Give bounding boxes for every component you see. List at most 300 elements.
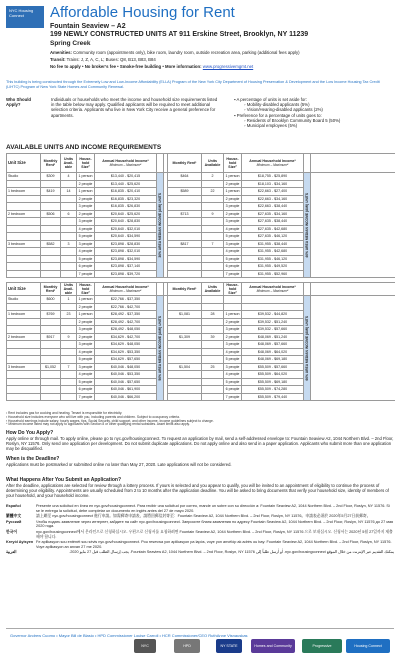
units-cell-b: 7 [202,240,224,248]
rent-cell-b: $589 [168,188,202,196]
transit-label: Transit: [50,57,66,62]
income-cell: $34,629 - $57,650 [95,356,157,364]
unit-size-cell: Studio [7,173,41,181]
household-cell: 4 people [77,248,95,256]
unit-size-cell [7,255,41,263]
amenities-line [50,50,300,55]
units-cell [61,386,77,394]
unit-size-cell [7,326,41,334]
income-cell-b: $31,955 - $49,520 [242,263,304,271]
col-units: Units Avail-able [61,154,77,173]
rent-cell-b: $817 [168,240,202,248]
income-cell: $23,898 - $28,830 [95,240,157,248]
when-heading: When is the Deadline? [6,456,60,462]
income-cell-b: $18,103 - $34,160 [242,180,304,188]
income-cell-b: $27,635 - $34,160 [242,210,304,218]
units-cell [61,348,77,356]
units-cell [61,371,77,379]
units-cell-b [202,195,224,203]
col-rent: Monthly Rent¹ [41,154,61,173]
income-cell-b: $39,532 - $57,660 [242,326,304,334]
income-cell: $23,898 - $37,140 [95,263,157,271]
units-cell-b [202,341,224,349]
income-table-top [6,153,395,278]
col-income-b-sub: Minimum – Maximum⁴ [256,163,289,167]
units-cell-b [202,378,224,386]
transit-line [50,57,156,62]
unit-size-cell [7,371,41,379]
rent-cell [41,195,61,203]
units-cell [61,270,77,278]
lang-spanish [6,504,394,513]
rent-cell [41,270,61,278]
unit-size-cell [7,218,41,226]
rent-cell [41,348,61,356]
rent-cell-b [168,255,202,263]
income-cell: $28,492 - $48,050 [95,326,157,334]
units-cell: 1 [61,296,77,304]
rent-cell-b [168,348,202,356]
units-cell-b [202,318,224,326]
units-cell-b [202,218,224,226]
rent-cell-b: $713 [168,210,202,218]
what-text: After the deadline, applications are selected for review through a lottery process. If yours is selected and you appear to qualify, you will be invited to an appointment of eligibility to continue the process of determining your eligibility. Appointments are usually scheduled from 2 to 10 months after the application deadline. You will be asked to bring documents that verify your household size, identity of members of your household, and your household income. [6,483,389,498]
income-cell-b: $22,663 - $27,400 [242,188,304,196]
gap-right-2 [311,283,395,296]
ami-side-label [157,296,164,401]
rent-cell: $309 [41,173,61,181]
rent-cell-b [168,341,202,349]
col-income-2 [95,283,157,296]
units-cell-b [202,248,224,256]
household-cell: 5 people [77,233,95,241]
col-income-b [242,154,304,173]
household-cell: 1 person [78,189,93,194]
income-cell-b: $31,955 - $42,680 [242,248,304,256]
income-cell: $23,898 - $39,720 [95,270,157,278]
side-header-b-2 [304,283,311,296]
unit-size-cell: 3 bedroom [7,240,41,248]
who-answer: Individuals or households who meet the income and household size requirements listed in the table below may apply. Qualified applicants will be required to meet additional selection criteria. Applicants who live in New York City receive a general preference for apartments. [51,97,218,118]
units-cell-b: 28 [202,311,224,319]
income-cell-b: $48,069 - $64,020 [242,348,304,356]
preference-intro: ▪ Preference for a percentage of units goes to: [234,112,322,118]
household-cell-b: 2 people [224,180,242,188]
rent-cell [41,263,61,271]
household-cell-b: 3 people [224,240,242,248]
lang-name: Kreyòl Ayisyen [6,540,34,545]
units-cell [61,326,77,334]
income-cell-b: $55,509 - $57,660 [242,363,304,371]
lang-text: Чтобы подать заявление через интернет, зайдите на сайт nyc.gov/housingconnect. Запросите бланк заявления по адресу Fountain Seaview A2, 1044 Northern Blvd. – 2nd Floor, Roslyn, NY 11576 до 27 мая 2020 года. [36,519,394,529]
how-heading: How Do You Apply? [6,430,54,436]
unit-size-cell [7,225,41,233]
col-rent-b-2: Monthly Rent¹ [168,283,202,296]
gap-right [311,296,395,401]
income-cell: $16,835 - $23,320 [95,195,157,203]
units-cell: 4 [61,173,77,181]
income-cell: $16,835 - $20,410 [95,188,157,196]
income-cell-b: $27,635 - $42,680 [242,225,304,233]
unit-size-cell: 3 bedroom [7,363,41,371]
rent-cell [41,341,61,349]
col-unit-size-2: Unit Size [7,283,41,296]
rent-cell [41,393,61,401]
rent-cell [41,318,61,326]
household-cell: 5 people [77,255,95,263]
col-income-b-label: Annual Household Income³ [249,159,296,163]
units-cell [61,255,77,263]
rent-cell: $1,052 [41,363,61,371]
rent-cell-b [168,318,202,326]
income-cell: $13,440 - $20,415 [95,173,157,181]
income-cell-b: $27,635 - $38,440 [242,218,304,226]
transit-text: Trains: J, Z, A, C, L; Buses: Q8, B13, B83, B84 [66,57,156,62]
hcr-logo: Homes and Community Renewal [251,639,295,653]
rent-cell [41,303,61,311]
income-cell-b: $31,955 - $52,960 [242,270,304,278]
rent-cell-b [168,371,202,379]
footnotes [6,412,394,427]
income-cell: $22,766 - $42,700 [95,303,157,311]
units-cell-b: 9 [202,210,224,218]
lang-name: Español [6,504,21,508]
household-cell: 2 people [77,195,95,203]
household-cell: 1 person [78,297,93,302]
what-heading: What Happens After You Submit an Application? [6,477,122,483]
household-cell: 3 people [77,326,95,334]
household-cell: 3 people [77,218,95,226]
language-instructions [6,504,394,556]
more-info-link[interactable]: www.progressivemgmt.net [202,64,254,69]
income-cell-b: $55,509 - $69,180 [242,378,304,386]
housing-connect-logo: NYC Housing Connect [6,6,44,28]
household-cell-b: 4 people [224,248,242,256]
income-cell-b: $31,955 - $46,120 [242,255,304,263]
units-cell-b: 39 [202,333,224,341]
units-cell-b [202,356,224,364]
lang-text: Fe aplikasyon sou entènèt sou sèvis nyc.gov/housingconnect. Pou resevwa yon aplikasyon pa lapòs, voye yon anvèlòp ak adrès ou bay: Fountain Seaview A2, 1044 Northern Blvd. – 2nd Floor, Roslyn, NY 11576. Voye aplikasyon an anvan 27 me 2020. [36,540,392,549]
units-cell-b [202,348,224,356]
address-line: 199 NEWLY CONSTRUCTED UNITS AT 911 Erskine Street, Brooklyn, NY 11239 [50,31,309,38]
units-cell [61,378,77,386]
income-cell-b: $48,069 - $69,180 [242,356,304,364]
household-cell-b: 3 people [224,203,242,211]
income-cell: $22,766 - $37,350 [95,296,157,304]
units-cell-b [202,371,224,379]
table-row [7,173,395,181]
rent-cell: $600 [41,296,61,304]
neighborhood: Spring Creek [50,40,91,47]
income-cell: $40,046 - $53,350 [95,371,157,379]
col-units-b: Units Available [202,154,224,173]
household-cell-b: 7 people [224,270,242,278]
unit-size-cell [7,356,41,364]
col-units-b-2: Units Available [202,283,224,296]
income-cell: $23,898 - $34,590 [95,255,157,263]
housing-connect-footer-logo: Housing Connect [346,639,390,653]
unit-size-cell [7,270,41,278]
units-cell [61,225,77,233]
units-cell [61,248,77,256]
units-cell [61,203,77,211]
lang-name: Русский [6,519,22,524]
rent-cell-b [168,296,202,304]
gap-right [311,173,395,278]
income-cell-b: $27,635 - $46,120 [242,233,304,241]
household-cell-b: 1 person [225,174,240,179]
units-cell-b [202,270,224,278]
units-cell: 23 [61,311,77,319]
income-cell-b: $55,509 - $79,440 [242,393,304,401]
unit-size-cell [7,248,41,256]
household-cell-b: 6 people [224,386,242,394]
units-cell-b [202,263,224,271]
who-should-apply [6,97,394,139]
household-cell-b: 4 people [224,348,242,356]
income-cell-b: $31,955 - $38,440 [242,240,304,248]
units-cell-b [202,393,224,401]
income-cell: $23,898 - $32,010 [95,248,157,256]
unit-size-cell: 1 bedroom [7,311,41,319]
fees-line [50,64,253,69]
lang-text: يمكنك التقديم عبر الإنترنت من خلال الموقع nyc.gov/housingconnect. أو أرسل طلباً إلى Fountain Seaview A2, 1044 Northern Blvd. – 2nd Floor, Roslyn, NY 11576. يجب إرسال الطلب قبل 27 مايو 2020. [69,550,394,555]
units-cell [61,218,77,226]
household-cell-b: 5 people [224,356,242,364]
units-cell: 14 [61,188,77,196]
col-rent-b: Monthly Rent¹ [168,154,202,173]
income-cell: $28,492 - $42,700 [95,318,157,326]
household-cell: 7 people [77,393,95,401]
nyc-logo: NYC [134,639,156,653]
lang-korean [6,530,394,539]
household-cell: 3 people [77,363,95,371]
col-rent-2: Monthly Rent¹ [41,283,61,296]
units-cell [61,303,77,311]
household-cell-b: 4 people [224,371,242,379]
col-income-2-label: Annual Household Income³ [102,285,149,289]
section-title: AVAILABLE UNITS AND INCOME REQUIREMENTS [6,144,162,151]
lang-haitian [6,540,394,549]
rent-cell-b [168,378,202,386]
rent-cell-b [168,326,202,334]
income-cell-b: $22,663 - $34,160 [242,195,304,203]
household-cell: 4 people [77,371,95,379]
rent-cell-b [168,233,202,241]
household-cell: 5 people [77,378,95,386]
income-cell-b: $48,069 - $57,660 [242,341,304,349]
income-cell: $28,492 - $37,350 [95,311,157,319]
unit-size-cell [7,180,41,188]
col-income-b-2-sub: Minimum – Maximum⁴ [256,289,289,293]
rent-cell-b [168,218,202,226]
household-cell-b: 3 people [224,363,242,371]
ami-side-label [157,173,164,278]
units-cell [61,180,77,188]
units-cell-b [202,255,224,263]
rent-cell-b [168,270,202,278]
lang-name: 繁體中文 [6,514,22,519]
rent-cell-b: $1,504 [168,363,202,371]
income-cell-b: $39,532 - $44,820 [242,311,304,319]
household-cell-b: 5 people [224,378,242,386]
income-cell-b: $48,069 - $51,240 [242,333,304,341]
col-income-sub: Minimum – Maximum⁴ [109,163,142,167]
unit-size-cell [7,195,41,203]
col-unit-size: Unit Size [7,154,41,173]
rent-cell [41,255,61,263]
units-cell [61,393,77,401]
rent-cell-b: $1,081 [168,311,202,319]
household-cell: 4 people [77,225,95,233]
household-cell: 3 people [77,240,95,248]
rent-cell-b [168,180,202,188]
income-cell-b: $55,509 - $74,280 [242,386,304,394]
rent-cell-b [168,248,202,256]
income-cell-b: $18,755 - $25,890 [242,173,304,181]
lang-text: nyc.gov/housingconnect에서 온라인으로 신청하십시오. 우편으로 신청서를 요청하려면 Fountain Seaview A2, 1044 Northern Blvd. – 2nd Floor, Roslyn, NY 11576 으로 보내십시오. 신청서는 2020년 5월 27일까지 제출해야 합니다. [36,529,393,539]
lang-russian [6,520,394,529]
rent-cell [41,248,61,256]
household-cell-b: 3 people [224,218,242,226]
household-cell-b: 2 people [224,333,242,341]
income-cell-b: $39,532 - $51,240 [242,318,304,326]
rent-cell [41,356,61,364]
unit-size-cell [7,233,41,241]
rent-cell-b [168,356,202,364]
rent-cell [41,378,61,386]
income-cell-b: $22,663 - $38,440 [242,203,304,211]
lang-text: Presente una solicitud en línea en nyc.gov/housingconnect. Para recibir una solicitud por correo, mande un sobre con su dirección a: Fountain Seaview A2, 1044 Northern Blvd. – 2nd Floor, Roslyn, NY 11576. Si se le entrega la solicitud, debe completar un documento en inglés antes del 27 de mayo 2020. [36,504,390,513]
household-cell: 1 person [78,312,93,317]
income-cell: $34,629 - $42,700 [95,333,157,341]
program-banner: This building is being constructed through the Extremely Low and Low-Income Affordability (ELLA) Program of the New York City Department of Housing Preservation & Development and the Low Income Housing Tax Credit (LIHTC) Program of New York State Homes and Community Renewal. [6,80,380,89]
income-cell: $40,046 - $48,050 [95,363,157,371]
ami-side-text: 50% AREA MEDIAN INCOME (AMI) UNITS [158,315,162,381]
household-cell: 6 people [77,386,95,394]
units-cell-b [202,233,224,241]
amenities-text: Community room (appointments only), bike room, laundry room, outside recreation area, parking (additional fees apply) [73,50,300,55]
household-cell-b: 5 people [224,233,242,241]
lang-name: العربية [6,550,17,555]
who-question: Who Should Apply? [6,97,32,108]
units-cell-b [202,180,224,188]
col-income-b-2 [242,283,304,296]
units-cell: 9 [61,333,77,341]
ami-side-text-b: 40% AREA MEDIAN INCOME (AMI) UNITS [305,192,309,258]
col-income [95,154,157,173]
units-cell: 7 [61,363,77,371]
footnote-4: ⁴ Minimum income listed may not apply to applicants with Section 8 or other qualifying rental subsidies. Asset limits also apply. [6,422,190,427]
household-cell-b: 2 people [224,318,242,326]
units-cell-b: 25 [202,363,224,371]
footnote-2: ² Household size includes everyone who will live with you, including parents and children. Subject to occupancy criteria. [6,414,180,419]
rent-cell: $917 [41,333,61,341]
income-table-bottom [6,282,395,401]
units-cell-b: 2 [202,173,224,181]
rent-cell [41,218,61,226]
income-cell: $13,440 - $25,620 [95,180,157,188]
income-cell-b [242,296,304,304]
set-aside-mobility: ◦ Mobility-disabled applicants (5%) [244,102,310,108]
household-cell: 2 people [77,180,95,188]
household-cell: 2 people [77,318,95,326]
income-cell-b: $55,509 - $64,020 [242,371,304,379]
units-cell-b [202,225,224,233]
household-cell-b: 3 people [224,326,242,334]
set-aside-intro: ▪ A percentage of units is set aside for: [234,97,307,102]
income-cell: $34,629 - $53,350 [95,348,157,356]
col-household-2: House-hold Size² [77,283,95,296]
unit-size-cell: 2 bedroom [7,333,41,341]
rent-cell: $769 [41,311,61,319]
rent-cell [41,233,61,241]
col-household-b: House-hold Size² [224,154,242,173]
rent-cell-b [168,393,202,401]
col-income-b-2-label: Annual Household Income³ [249,285,296,289]
ami-side-text-b: 60% AREA MEDIAN INCOME (AMI) UNITS [305,315,309,381]
ami-side-label-b [304,296,311,401]
rent-cell-b [168,386,202,394]
unit-size-cell [7,318,41,326]
household-cell: 6 people [77,263,95,271]
officials-line: Governor Andrew Cuomo • Mayor Bill de Blasio • HPD Commissioner Louise Carroll • HCR Commissioner/CEO RuthAnne Visnauskas [10,633,248,638]
rent-cell [41,203,61,211]
household-cell-b: 4 people [224,225,242,233]
side-header [157,154,164,173]
rent-cell-b: $464 [168,173,202,181]
income-cell: $40,046 - $57,650 [95,378,157,386]
household-cell: 7 people [77,270,95,278]
side-header-2 [157,283,164,296]
unit-size-cell [7,203,41,211]
fees-text: No fee to apply • No broker’s fee • Smoke-free building • More information: [50,64,202,69]
col-household-b-2: House-hold Size² [224,283,242,296]
household-cell: 5 people [77,356,95,364]
when-text: Applications must be postmarked or submitted online no later than May 27, 2020. Late applications will not be considered. [6,462,232,467]
household-cell: 2 people [77,303,95,311]
deadline [6,457,394,467]
hpd-logo: HPD [174,639,200,653]
income-cell: $20,640 - $32,010 [95,225,157,233]
unit-size-cell: 1 bedroom [7,188,41,196]
rent-cell-b [168,225,202,233]
income-cell: $34,629 - $48,050 [95,341,157,349]
gap-right [311,154,395,173]
household-cell-b: 1 person [225,312,240,317]
household-cell-b: 7 people [224,393,242,401]
header [6,4,394,80]
units-cell [61,318,77,326]
footer [6,628,394,662]
table-row [7,296,395,304]
amenities-label: Amenities: [50,50,72,55]
unit-size-cell: 2 bedroom [7,210,41,218]
rent-cell [41,225,61,233]
household-cell: 1 person [78,174,93,179]
rent-cell [41,180,61,188]
unit-size-cell [7,378,41,386]
col-household: House-hold Size² [77,154,95,173]
unit-size-cell [7,341,41,349]
income-cell-b [242,303,304,311]
household-cell-b [224,296,242,304]
ami-side-text: 30% AREA MEDIAN INCOME (AMI) UNITS [158,192,162,258]
units-cell-b [202,326,224,334]
household-cell: 2 people [77,210,95,218]
unit-size-cell: Studio [7,296,41,304]
units-cell-b [202,203,224,211]
